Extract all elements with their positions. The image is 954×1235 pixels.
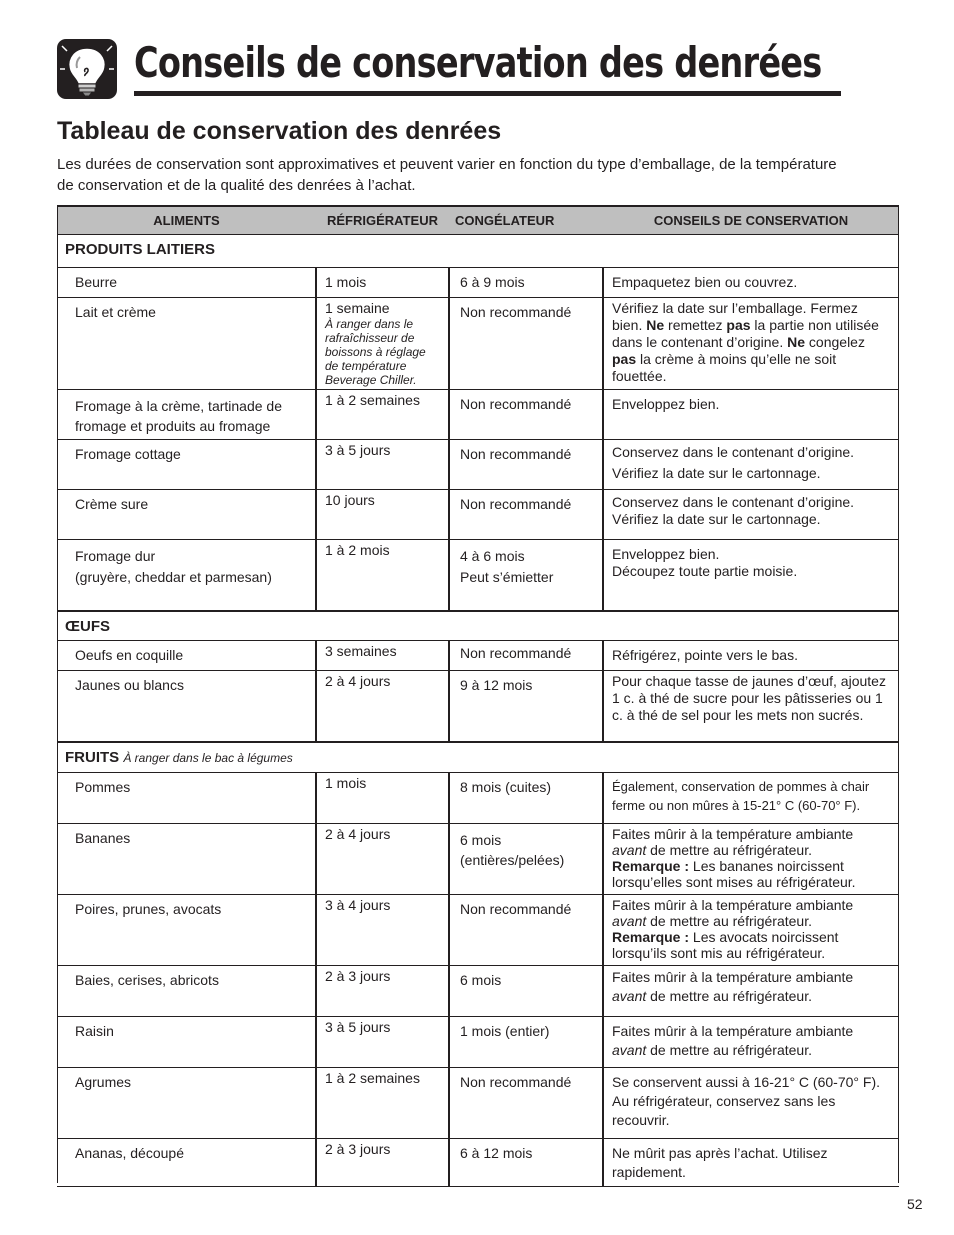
tip-line <box>612 929 838 961</box>
food-cell: Lait et crème <box>57 298 316 390</box>
header-aliments: ALIMENTS <box>57 206 316 235</box>
freezer-value: 6 mois <box>460 831 502 848</box>
tip-cell: Se conservent aussi à 16-21° C (60-70° F). Au réfrigérateur, conservez sans les recouvrir. <box>603 1067 899 1138</box>
tip-cell <box>603 540 899 611</box>
page-number: 52 <box>907 1196 923 1212</box>
tip-cell: Également, conservation de pommes à chair ferme ou non mûres à 15-21° C (60-70° F). <box>603 772 899 823</box>
fridge-cell: 3 semaines <box>316 641 449 671</box>
tip-line: Conservez dans le contenant d’origine. <box>612 494 855 510</box>
section-label: PRODUITS LAITIERS <box>57 235 899 268</box>
freezer-cell <box>449 823 603 894</box>
food-cell: Poires, prunes, avocats <box>57 894 316 965</box>
section-title: Tableau de conservation des denrées <box>57 117 502 145</box>
page-title: Conseils de conservation des denrées <box>134 38 822 87</box>
freezer-cell: 8 mois (cuites) <box>449 772 603 823</box>
tip-emphasis: Ne <box>646 317 665 333</box>
tip-cell <box>603 894 899 965</box>
table-row <box>57 965 899 1016</box>
section-row-dairy <box>57 235 899 268</box>
food-cell: Crème sure <box>57 490 316 540</box>
tip-cell: Réfrigérez, pointe vers le bas. <box>603 641 899 671</box>
fridge-cell: 2 à 3 jours <box>316 1138 449 1186</box>
tip-cell: Pour chaque tasse de jaunes d’œuf, ajoutez 1 c. à thé de sucre pour les pâtisseries ou 1 c. à thé de sel pour les mets non sucrés. <box>603 671 899 742</box>
table-row <box>57 1138 899 1186</box>
section-label <box>57 742 899 773</box>
lightbulb-icon <box>56 38 118 100</box>
table-row <box>57 298 899 390</box>
tip-line: Faites mûrir à la température ambiante <box>612 896 854 913</box>
tip-line: Vérifiez la date sur le cartonnage. <box>612 511 821 527</box>
tip-emphasis: Ne <box>787 334 806 350</box>
table-row <box>57 440 899 490</box>
food-cell: Raisin <box>57 1016 316 1067</box>
tip-line <box>612 987 891 1006</box>
conservation-table <box>57 205 899 1187</box>
intro-text: Les durées de conservation sont approximatives et peuvent varier en fonction du type d’emballage, de la température de conservation et de la qualité des denrées à l’achat. <box>57 156 837 194</box>
tip-cell: Enveloppez bien. <box>603 390 899 440</box>
tip-line: Conservez dans le contenant d’origine. <box>612 444 855 460</box>
table-row <box>57 268 899 298</box>
tip-text: Les bananes noircissent lorsqu’elles sont mises au réfrigérateur. <box>612 857 856 890</box>
tip-emphasis: avant <box>612 987 647 1004</box>
freezer-cell: Non recommandé <box>449 1067 603 1138</box>
tip-line: Enveloppez bien. <box>612 546 720 562</box>
tip-line: Vérifiez la date sur le cartonnage. <box>612 465 821 481</box>
food-cell: Fromage cottage <box>57 440 316 490</box>
freezer-cell: Non recommandé <box>449 490 603 540</box>
tip-emphasis: avant <box>612 912 647 929</box>
header-refrigerateur: RÉFRIGÉRATEUR <box>316 206 449 235</box>
tip-text: de mettre au réfrigérateur. <box>646 841 813 858</box>
tip-emphasis: pas <box>726 317 751 333</box>
freezer-note: Peut s’émietter <box>460 569 554 585</box>
freezer-cell: Non recommandé <box>449 298 603 390</box>
food-cell: Fromage à la crème, tartinade de fromage et produits au fromage <box>57 390 316 440</box>
tip-cell <box>603 298 899 390</box>
freezer-cell: Non recommandé <box>449 894 603 965</box>
fridge-cell: 2 à 4 jours <box>316 823 449 894</box>
tip-emphasis: pas <box>612 351 637 367</box>
fridge-cell: 1 mois <box>316 268 449 298</box>
freezer-cell: 9 à 12 mois <box>449 671 603 742</box>
food-cell: Ananas, découpé <box>57 1138 316 1186</box>
tip-cell: Empaquetez bien ou couvrez. <box>603 268 899 298</box>
tip-text: Vérifiez la date sur l’emballage. Fermez bien. <box>612 300 858 333</box>
table-row <box>57 1016 899 1067</box>
tip-text: congelez <box>805 334 865 350</box>
fridge-note: À ranger dans le rafraîchisseur de boissons à réglage de température Beverage Chiller. <box>325 317 426 387</box>
tip-line: Faites mûrir à la température ambiante <box>612 1022 854 1039</box>
tip-cell <box>603 440 899 490</box>
food-cell <box>57 540 316 611</box>
table-row <box>57 772 899 823</box>
tip-text: la partie non utilisée dans le contenant d’origine. <box>612 317 879 350</box>
freezer-note: (entières/pelées) <box>460 851 565 868</box>
tip-text: de mettre au réfrigérateur. <box>646 987 813 1004</box>
fridge-cell: 3 à 4 jours <box>316 894 449 965</box>
fridge-cell: 1 mois <box>316 772 449 823</box>
tip-line <box>612 1041 891 1060</box>
tip-text: la crème à moins qu’elle ne soit fouettée. <box>612 351 837 384</box>
tip-emphasis: avant <box>612 841 647 858</box>
fridge-cell: 3 à 5 jours <box>316 1016 449 1067</box>
fridge-cell: 2 à 4 jours <box>316 671 449 742</box>
tip-cell <box>603 965 899 1016</box>
tip-cell: Ne mûrit pas après l’achat. Utilisez rapidement. <box>603 1138 899 1186</box>
tip-text: remettez <box>664 317 727 333</box>
tip-cell <box>603 823 899 894</box>
tip-text: de mettre au réfrigérateur. <box>646 1041 813 1058</box>
table-header-row <box>57 206 899 235</box>
fridge-cell: 10 jours <box>316 490 449 540</box>
header-congelateur: CONGÉLATEUR <box>449 206 603 235</box>
tip-emphasis: avant <box>612 1041 647 1058</box>
tip-cell <box>603 490 899 540</box>
table-row <box>57 671 899 742</box>
table-row <box>57 490 899 540</box>
header-conseils: CONSEILS DE CONSERVATION <box>603 206 899 235</box>
tip-line <box>612 842 891 858</box>
food-cell: Oeufs en coquille <box>57 641 316 671</box>
tip-remark: Remarque : <box>612 857 690 874</box>
fridge-cell: 1 à 2 semaines <box>316 1067 449 1138</box>
food-cell: Bananes <box>57 823 316 894</box>
tip-line <box>612 913 891 929</box>
section-row-eggs <box>57 611 899 641</box>
food-cell: Agrumes <box>57 1067 316 1138</box>
freezer-cell: 6 à 9 mois <box>449 268 603 298</box>
freezer-cell: Non recommandé <box>449 440 603 490</box>
freezer-cell: 1 mois (entier) <box>449 1016 603 1067</box>
freezer-cell: 6 à 12 mois <box>449 1138 603 1186</box>
table-row <box>57 894 899 965</box>
fridge-cell: 3 à 5 jours <box>316 440 449 490</box>
food-detail: (gruyère, cheddar et parmesan) <box>75 569 272 585</box>
tip-line <box>612 858 856 890</box>
freezer-cell <box>449 540 603 611</box>
page-header <box>56 34 822 100</box>
section-label-text: FRUITS <box>65 748 120 766</box>
table-row <box>57 823 899 894</box>
food-cell: Beurre <box>57 268 316 298</box>
fridge-cell: 1 à 2 semaines <box>316 390 449 440</box>
freezer-cell: Non recommandé <box>449 390 603 440</box>
tip-line: Faites mûrir à la température ambiante <box>612 968 854 985</box>
food-cell: Pommes <box>57 772 316 823</box>
freezer-cell: Non recommandé <box>449 641 603 671</box>
freezer-value: 4 à 6 mois <box>460 548 525 564</box>
tip-text: Les avocats noircissent lorsqu’ils sont mis au réfrigérateur. <box>612 928 839 961</box>
food-name: Fromage dur <box>75 548 156 564</box>
freezer-cell: 6 mois <box>449 965 603 1016</box>
table-row <box>57 540 899 611</box>
tip-cell <box>603 1016 899 1067</box>
section-note: À ranger dans le bac à légumes <box>123 750 293 765</box>
fridge-value: 1 semaine <box>325 300 390 316</box>
tip-text: de mettre au réfrigérateur. <box>646 912 813 929</box>
tip-line: Faites mûrir à la température ambiante <box>612 825 854 842</box>
section-row-fruits <box>57 742 899 773</box>
table-row <box>57 390 899 440</box>
tip-line: Découpez toute partie moisie. <box>612 563 798 579</box>
title-rule <box>134 91 841 96</box>
table-row <box>57 641 899 671</box>
fridge-cell: 1 à 2 mois <box>316 540 449 611</box>
food-cell: Baies, cerises, abricots <box>57 965 316 1016</box>
tip-remark: Remarque : <box>612 928 690 945</box>
fridge-cell: 2 à 3 jours <box>316 965 449 1016</box>
section-label: ŒUFS <box>57 611 899 641</box>
food-cell: Jaunes ou blancs <box>57 671 316 742</box>
fridge-cell <box>316 298 449 390</box>
table-row <box>57 1067 899 1138</box>
